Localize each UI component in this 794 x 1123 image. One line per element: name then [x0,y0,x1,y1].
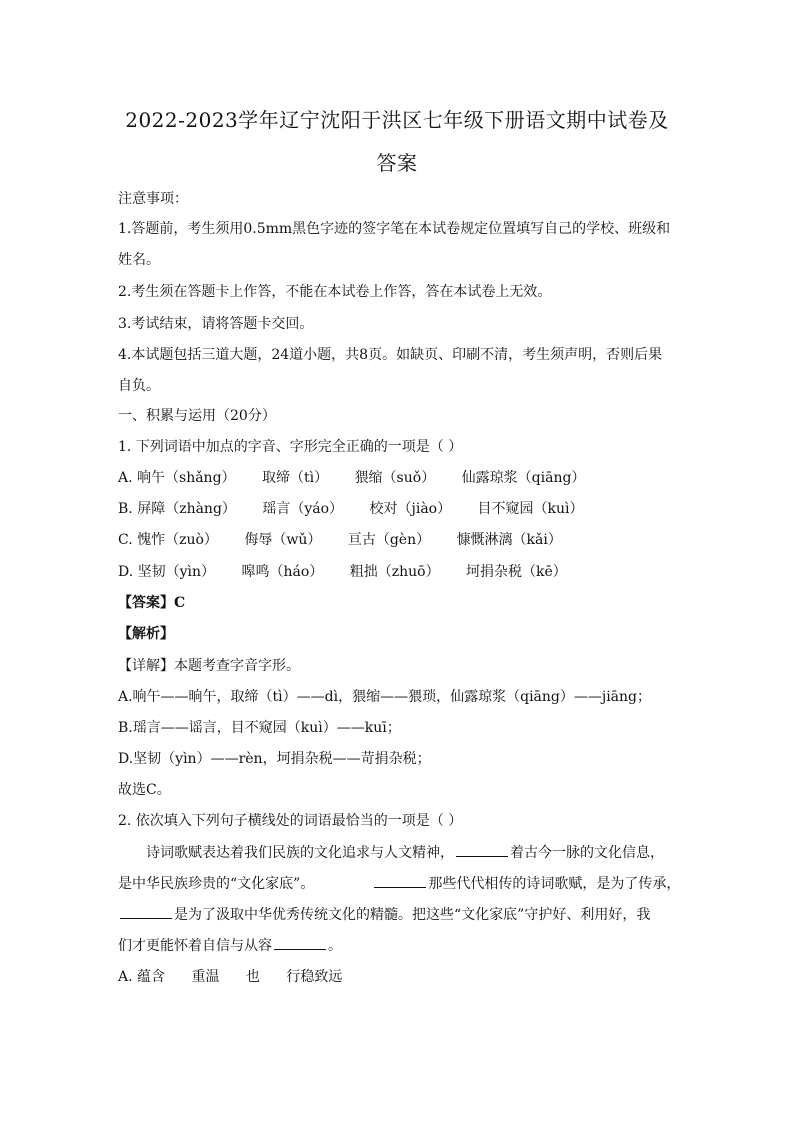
q2-option-a-4: 行稳致远 [286,969,343,985]
q2-blank-3 [120,906,172,919]
q1-option-c-2: 侮辱（wǔ） [244,532,322,548]
q1-conclusion: 故选C。 [118,782,171,798]
q1-option-a-4: 仙露琼浆（qiāng） [461,470,586,486]
q1-analysis-label: 【解析】 [118,626,174,642]
q2-p2-after: 那些代代相传的诗词歌赋，是为了传承， [428,876,681,892]
q2-option-a-1: A. 蕴含 [118,969,166,985]
q1-option-c-4: 慷慨淋漓（kǎi） [456,532,562,548]
q1-option-a-2: 取缔（tì） [262,470,329,486]
q2-blank-1 [456,844,508,857]
q1-option-a-3: 猥缩（suǒ） [354,470,436,486]
q1-option-b-4: 目不窥园（kuì） [477,501,584,517]
q1-option-c-3: 亘古（gèn） [347,532,431,548]
q1-option-a-1: A. 响午（shǎng） [118,470,236,486]
q2-p3-after: 是为了汲取中华优秀传统文化的精髓。把这些“文化家底”守护好、利用好，我 [174,907,651,923]
q1-option-c [118,529,584,549]
q1-option-c-1: C. 愧怍（zuò） [118,532,218,548]
q2-option-a-2: 重温 [191,969,220,985]
notice-1b: 姓名。 [118,252,160,268]
q2-p4-after: 。 [328,938,342,954]
doc-title-line1: 2022-2023学年辽宁沈阳于洪区七年级下册语文期中试卷及 [125,108,669,132]
q1-answer: 【答案】C [118,595,186,611]
notice-3: 3.考试结束，请将答题卡交回。 [118,316,314,332]
q1-option-a [118,467,607,487]
q1-explanation-b: B.瑶言——谣言，目不窥园（kuì）——kuī； [118,720,401,736]
notice-4a: 4.本试题包括三道大题，24道小题，共8页。如缺页、印刷不清，考生须声明，否则后果 [118,347,663,363]
q2-p1-after: 着古今一脉的文化信息， [510,845,664,861]
question-2-stem: 2. 依次填入下列句子横线处的词语最恰当的一项是（ ） [118,813,463,829]
q2-option-a [118,966,364,986]
q2-passage-line-2 [118,873,680,893]
doc-title-line2: 答案 [376,151,418,175]
q2-p4-before: 们才更能怀着自信与从容 [118,938,272,954]
q2-passage-line-3 [118,904,650,924]
q2-blank-4 [274,937,326,950]
notice-4b: 自负。 [118,378,160,394]
notice-1a: 1.答题前，考生须用0.5mm黑色字迹的签字笔在本试卷规定位置填写自己的学校、班级和 [118,221,671,237]
q1-option-b-3: 校对（jiào） [369,501,452,517]
q1-option-b-1: B. 屏障（zhàng） [118,501,236,517]
q1-option-d-1: D. 坚韧（yìn） [118,564,216,580]
q2-blank-2 [374,875,426,888]
section-heading-1: 一、积累与运用（20分） [118,408,276,424]
q2-passage-line-4 [118,935,342,955]
notice-2: 2.考生须在答题卡上作答，不能在本试卷上作答，答在本试卷上无效。 [118,284,552,300]
q1-option-d-2: 嗥鸣（háo） [241,564,324,580]
question-1-stem: 1. 下列词语中加点的字音、字形完全正确的一项是（ ） [118,439,463,455]
q2-p1-before: 诗词歌赋表达着我们民族的文化追求与人文精神， [146,845,454,861]
q1-explanation-d: D.坚韧（yìn）——rèn，坷捐杂税——苛捐杂税； [118,751,431,767]
q1-explanation-a: A.响午——晌午，取缔（tì）——dì，猥缩——猥琐，仙露琼浆（qiāng）——jiāng； [118,689,652,705]
q1-option-d-4: 坷捐杂税（kē） [466,564,567,580]
notice-heading: 注意事项： [118,191,188,207]
q2-p2-before: 是中华民族珍贵的“文化家底”。 [118,876,315,892]
q1-detail: 【详解】本题考查字音字形。 [118,658,300,674]
q1-option-b [118,498,606,518]
q1-option-d [118,561,589,581]
q1-option-d-3: 粗拙（zhuō） [349,564,440,580]
q2-passage-line-1 [146,842,664,862]
q2-option-a-3: 也 [245,969,260,985]
q1-option-b-2: 瑶言（yáo） [262,501,344,517]
